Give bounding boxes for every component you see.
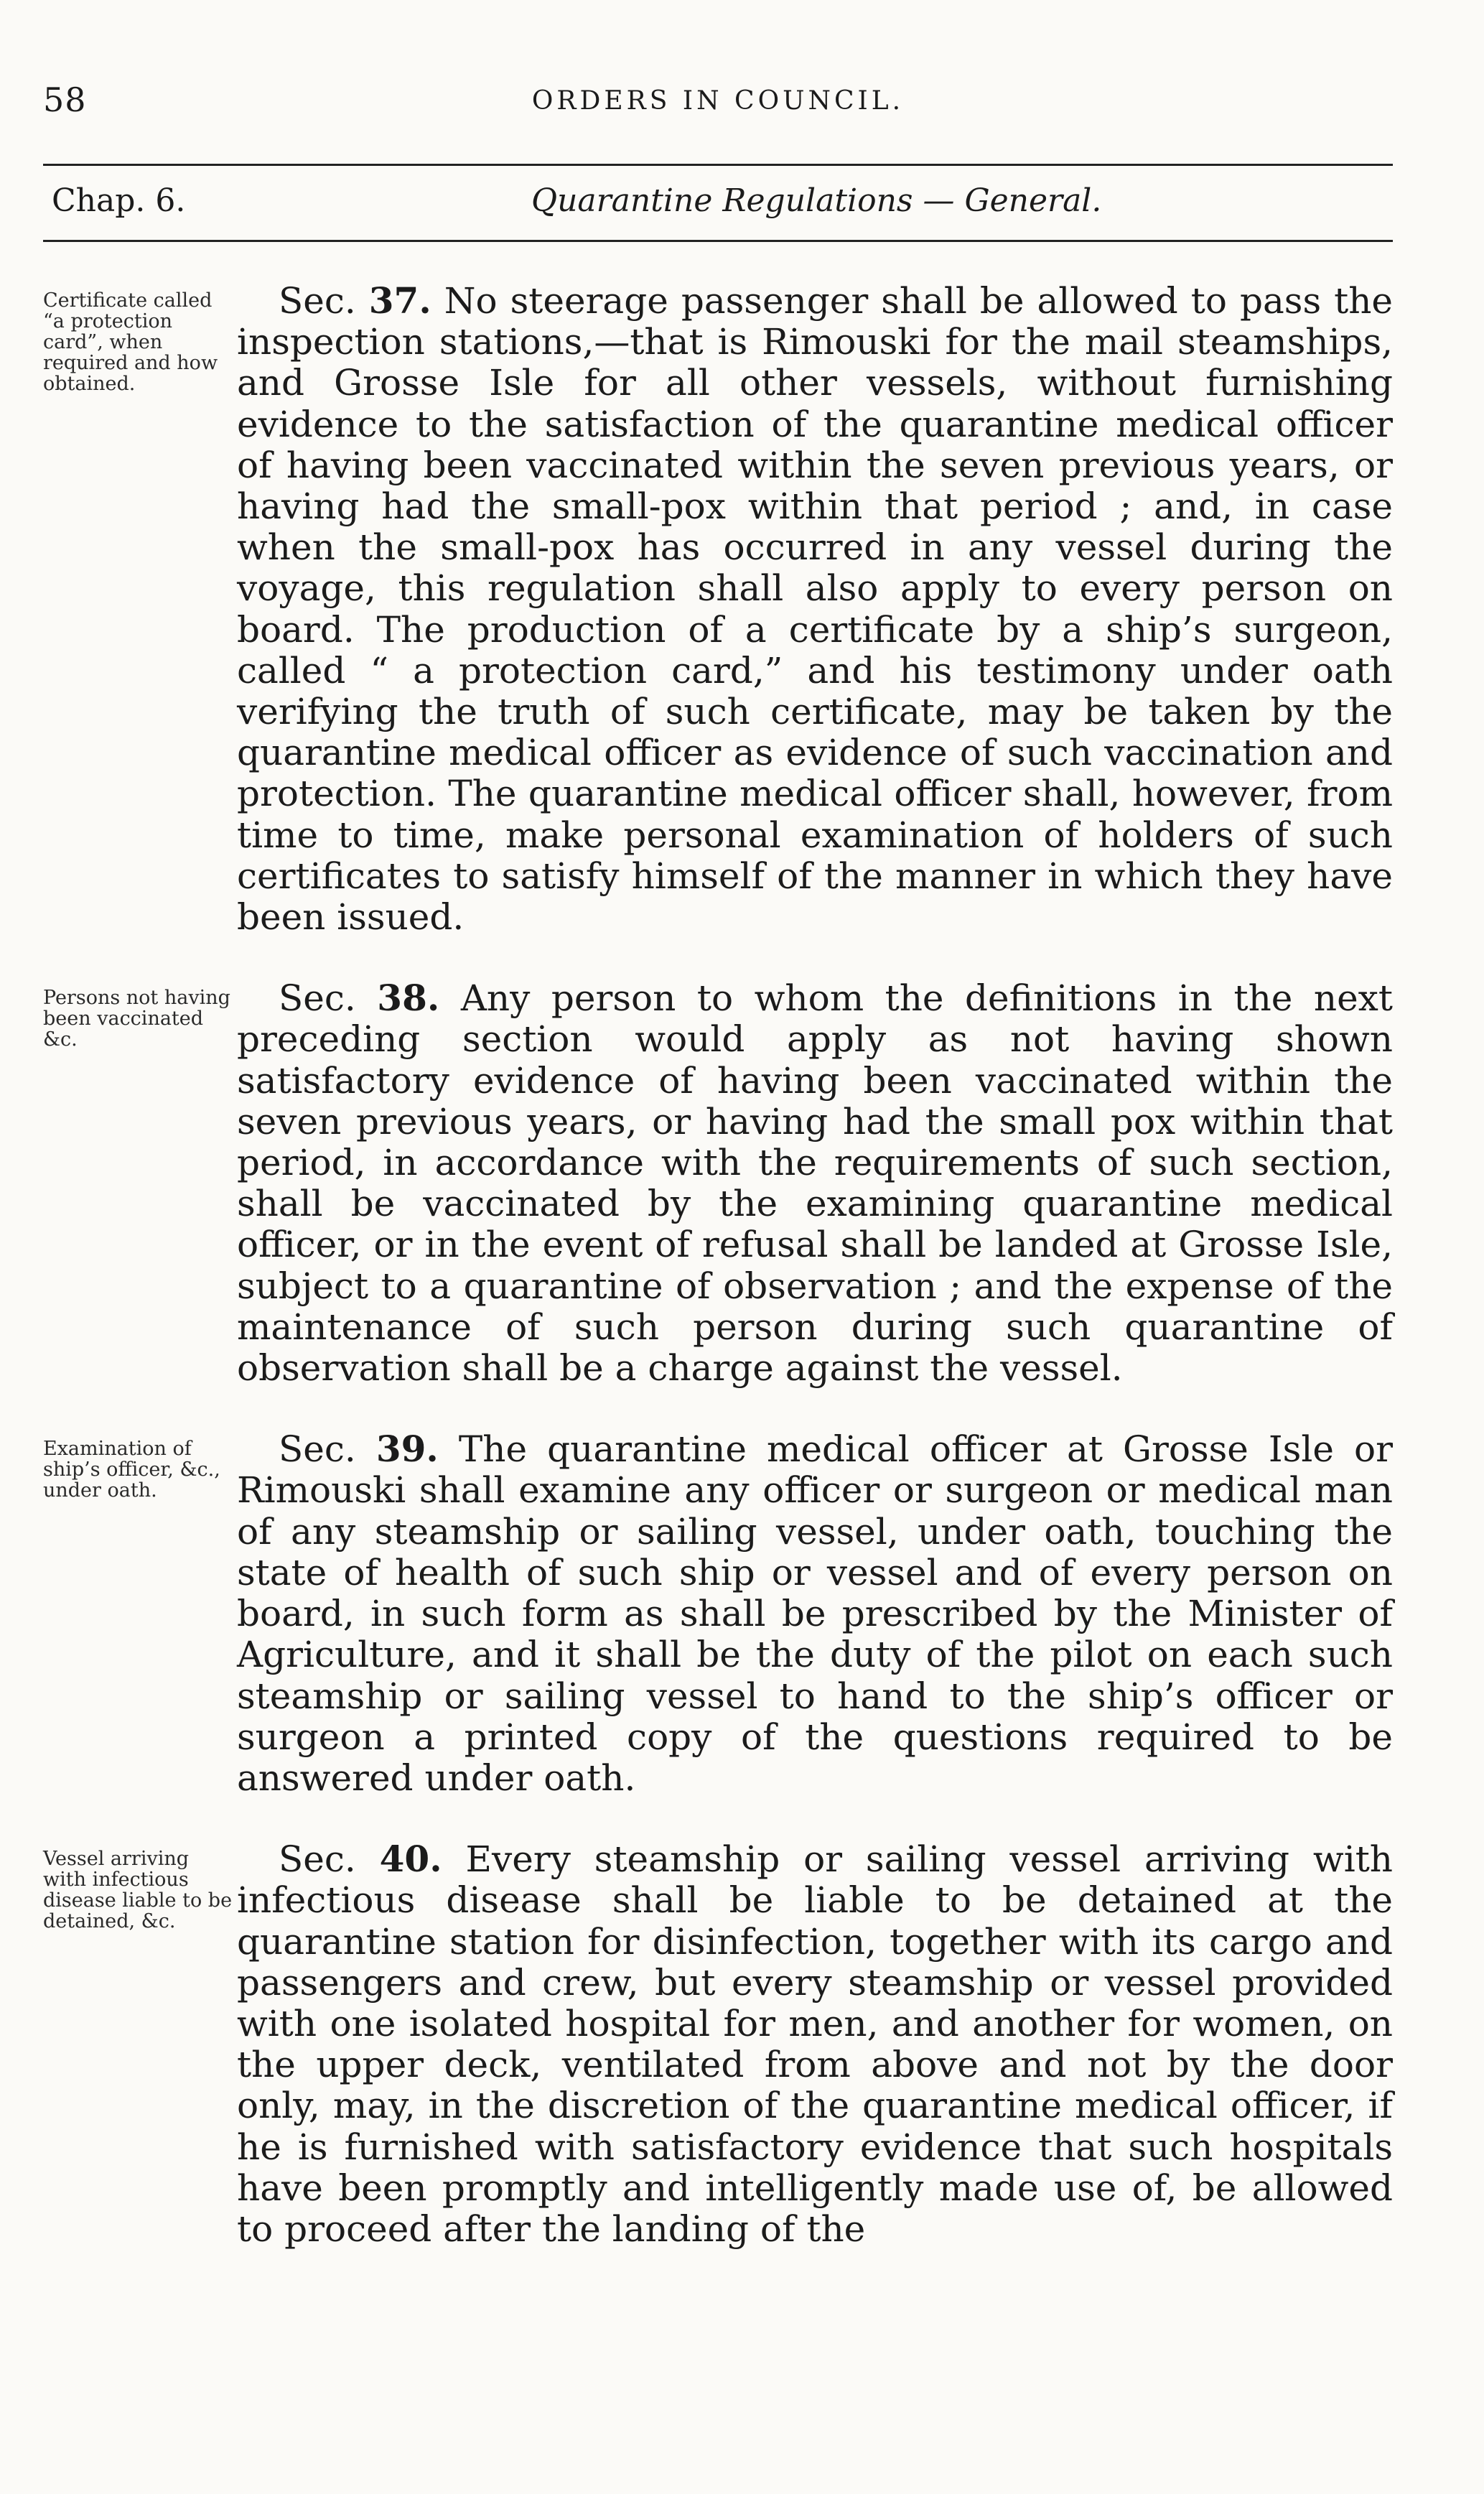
section-40 (43, 1838, 1393, 2250)
section-number: 39. (375, 1428, 439, 1471)
page-header (43, 80, 1393, 131)
page-number: 58 (43, 80, 87, 119)
subject-title: Quarantine Regulations — General. (531, 182, 1102, 219)
section-body (237, 977, 1393, 1389)
section-body (237, 280, 1393, 938)
section-body (237, 1838, 1393, 2250)
section-text: Any person to whom the definitions in the next preceding section would apply as not having shown satisfactory evidence of having been vaccinated within the seven previous years, or having had the small pox within that period, in accordance with the requirements of such section, shall be vaccinated by the examining quarantine medical officer, or in the event of refusal shall be landed at Grosse Isle, subject to a quarantine of observation ; and the expense of the maintenance of such person during such quarantine of observation shall be a charge against the vessel. (237, 977, 1393, 1390)
chapter-heading (43, 178, 1393, 228)
header-rule-bottom (43, 240, 1393, 242)
running-title: ORDERS IN COUNCIL. (531, 86, 905, 116)
section-label: Sec. (279, 977, 356, 1020)
margin-note: Persons not having been vaccinated &c. (43, 987, 230, 1051)
section-number: 38. (377, 977, 440, 1020)
header-rule-top (43, 164, 1393, 166)
margin-note: Certificate called “a protection card”, when required and how obtained. (43, 289, 218, 395)
section-text: The quarantine medical officer at Grosse Isle or Rimouski shall examine any officer or surgeon or medical man of any steamship or sailing vessel, under oath, touching the state of health of such ship or vessel and of every person on board, in such form as shall be prescribed by the Minister of Agriculture, and it shall be the duty of the pilot on each such steamship or sailing vessel to hand to the ship’s officer or surgeon a printed copy of the questions required to be answered under oath. (237, 1428, 1393, 1799)
page-content (43, 280, 1393, 2289)
section-number: 40. (379, 1838, 442, 1881)
section-37 (43, 280, 1393, 938)
section-text: No steerage passenger shall be allowed to pass the inspection stations,—that is Rimouski for the mail steamships, and Grosse Isle for all other vessels, without furnishing evidence to the satisfaction of the quarantine medical officer of having been vaccinated within the seven previous years, or having had the small-pox within that period ; and, in case when the small-pox has occurred in any vessel during the voyage, this regulation shall also apply to every person on board. The production of a certificate by a ship’s surgeon, called “ a protection card,” and his testimony under oath verifying the truth of such certificate, may be taken by the quarantine medical officer as evidence of such vaccination and protection. The quarantine medical officer shall, however, from time to time, make personal examination of holders of such certificates to satisfy himself of the manner in which they have been issued. (237, 280, 1393, 939)
margin-note: Vessel arriving with infectious disease liable to be detained, &c. (43, 1848, 233, 1933)
section-label: Sec. (279, 1428, 356, 1471)
section-label: Sec. (279, 1838, 356, 1881)
section-label: Sec. (279, 280, 356, 322)
section-39 (43, 1428, 1393, 1799)
section-body (237, 1428, 1393, 1799)
margin-note: Examination of ship’s officer, &c., under oath. (43, 1438, 220, 1502)
section-text: Every steamship or sailing vessel arriving with infectious disease shall be liable to be detained at the quarantine station for disinfection, together with its cargo and passengers and crew, but every steamship or vessel provided with one isolated hospital for men, and another for women, on the upper deck, ventilated from above and not by the door only, may, in the discretion of the quarantine medical officer, if he is furnished with satisfactory evidence that such hospitals have been promptly and intelligently made use of, be allowed to proceed after the landing of the (237, 1838, 1393, 2250)
chapter-label: Chap. 6. (52, 182, 186, 219)
section-38 (43, 977, 1393, 1389)
section-number: 37. (368, 279, 431, 322)
